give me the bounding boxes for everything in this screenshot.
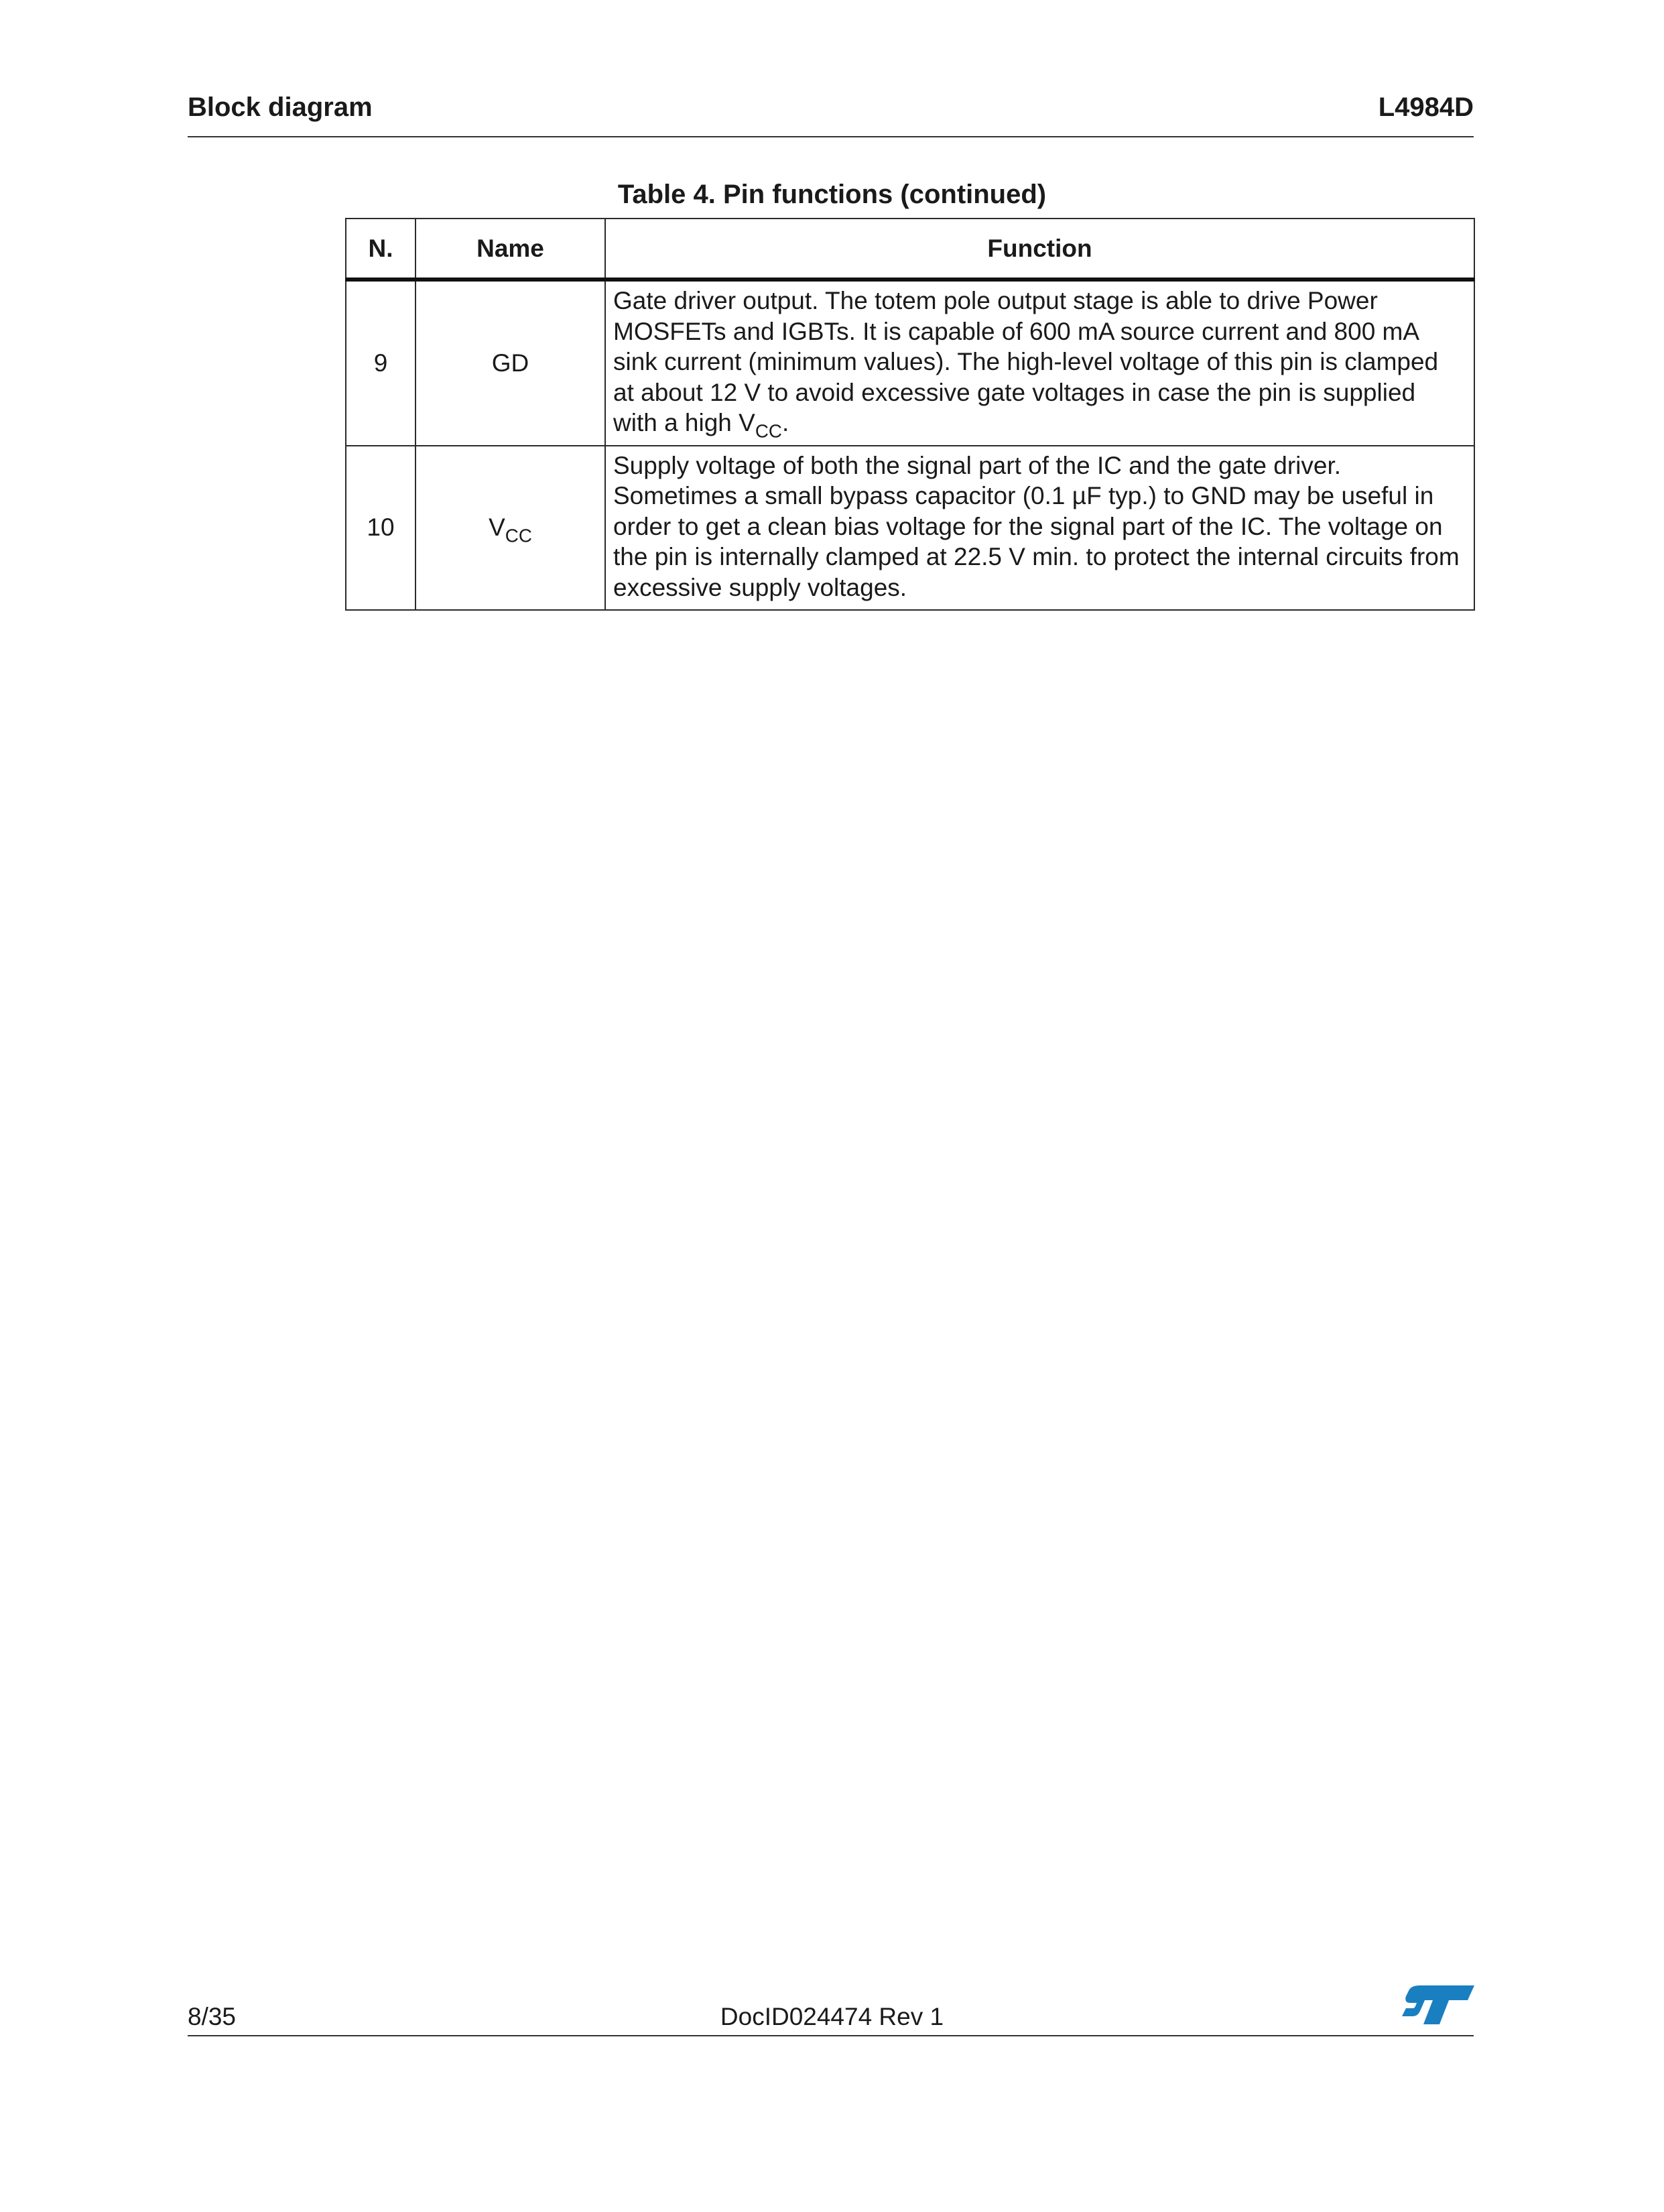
function-line: sink current (minimum values). The high-level voltage of this pin is clamped — [613, 348, 1439, 375]
function-line: MOSFETs and IGBTs. It is capable of 600 mA source current and 800 mA — [613, 317, 1420, 345]
page-number: 8/35 — [188, 2003, 237, 2030]
column-header-function: Function — [605, 219, 1474, 280]
st-logo-icon — [1401, 1984, 1476, 2026]
function-line: Sometimes a small bypass capacitor (0.1 µF typ.) to GND may be useful in — [613, 482, 1434, 509]
header-section-title: Block diagram — [188, 93, 373, 122]
pin-function — [605, 446, 1474, 611]
table-header-row — [346, 219, 1474, 280]
footer-rule — [188, 2035, 1474, 2036]
document-id: DocID024474 Rev 1 — [720, 2003, 944, 2030]
column-header-name: Name — [415, 219, 605, 280]
pin-name — [415, 446, 605, 611]
header-rule — [188, 136, 1474, 137]
pin-function — [605, 280, 1474, 446]
subscript: CC — [755, 420, 782, 442]
function-line-last — [613, 408, 1467, 442]
function-line: excessive supply voltages. — [613, 573, 907, 601]
pin-number: 10 — [346, 446, 415, 611]
st-logo-s-shape — [1402, 1985, 1474, 2024]
function-line: Gate driver output. The totem pole output stage is able to drive Power — [613, 287, 1378, 314]
pin-name: GD — [415, 280, 605, 446]
table-row — [346, 446, 1474, 611]
header-part-number: L4984D — [1378, 93, 1474, 122]
table-row — [346, 280, 1474, 446]
column-header-number: N. — [346, 219, 415, 280]
function-text: . — [781, 409, 789, 436]
function-line: at about 12 V to avoid excessive gate voltages in case the pin is supplied — [613, 378, 1416, 406]
pin-functions-table — [345, 218, 1475, 611]
function-line: the pin is internally clamped at 22.5 V min. to protect the internal circuits from — [613, 543, 1460, 570]
pin-name-main: V — [489, 513, 505, 542]
function-text: with a high V — [613, 409, 755, 436]
table-title: Table 4. Pin functions (continued) — [617, 180, 1047, 209]
subscript: CC — [505, 525, 532, 546]
function-line: Supply voltage of both the signal part of the IC and the gate driver. — [613, 451, 1342, 479]
function-line: order to get a clean bias voltage for the signal part of the IC. The voltage on — [613, 512, 1443, 540]
pin-number: 9 — [346, 280, 415, 446]
